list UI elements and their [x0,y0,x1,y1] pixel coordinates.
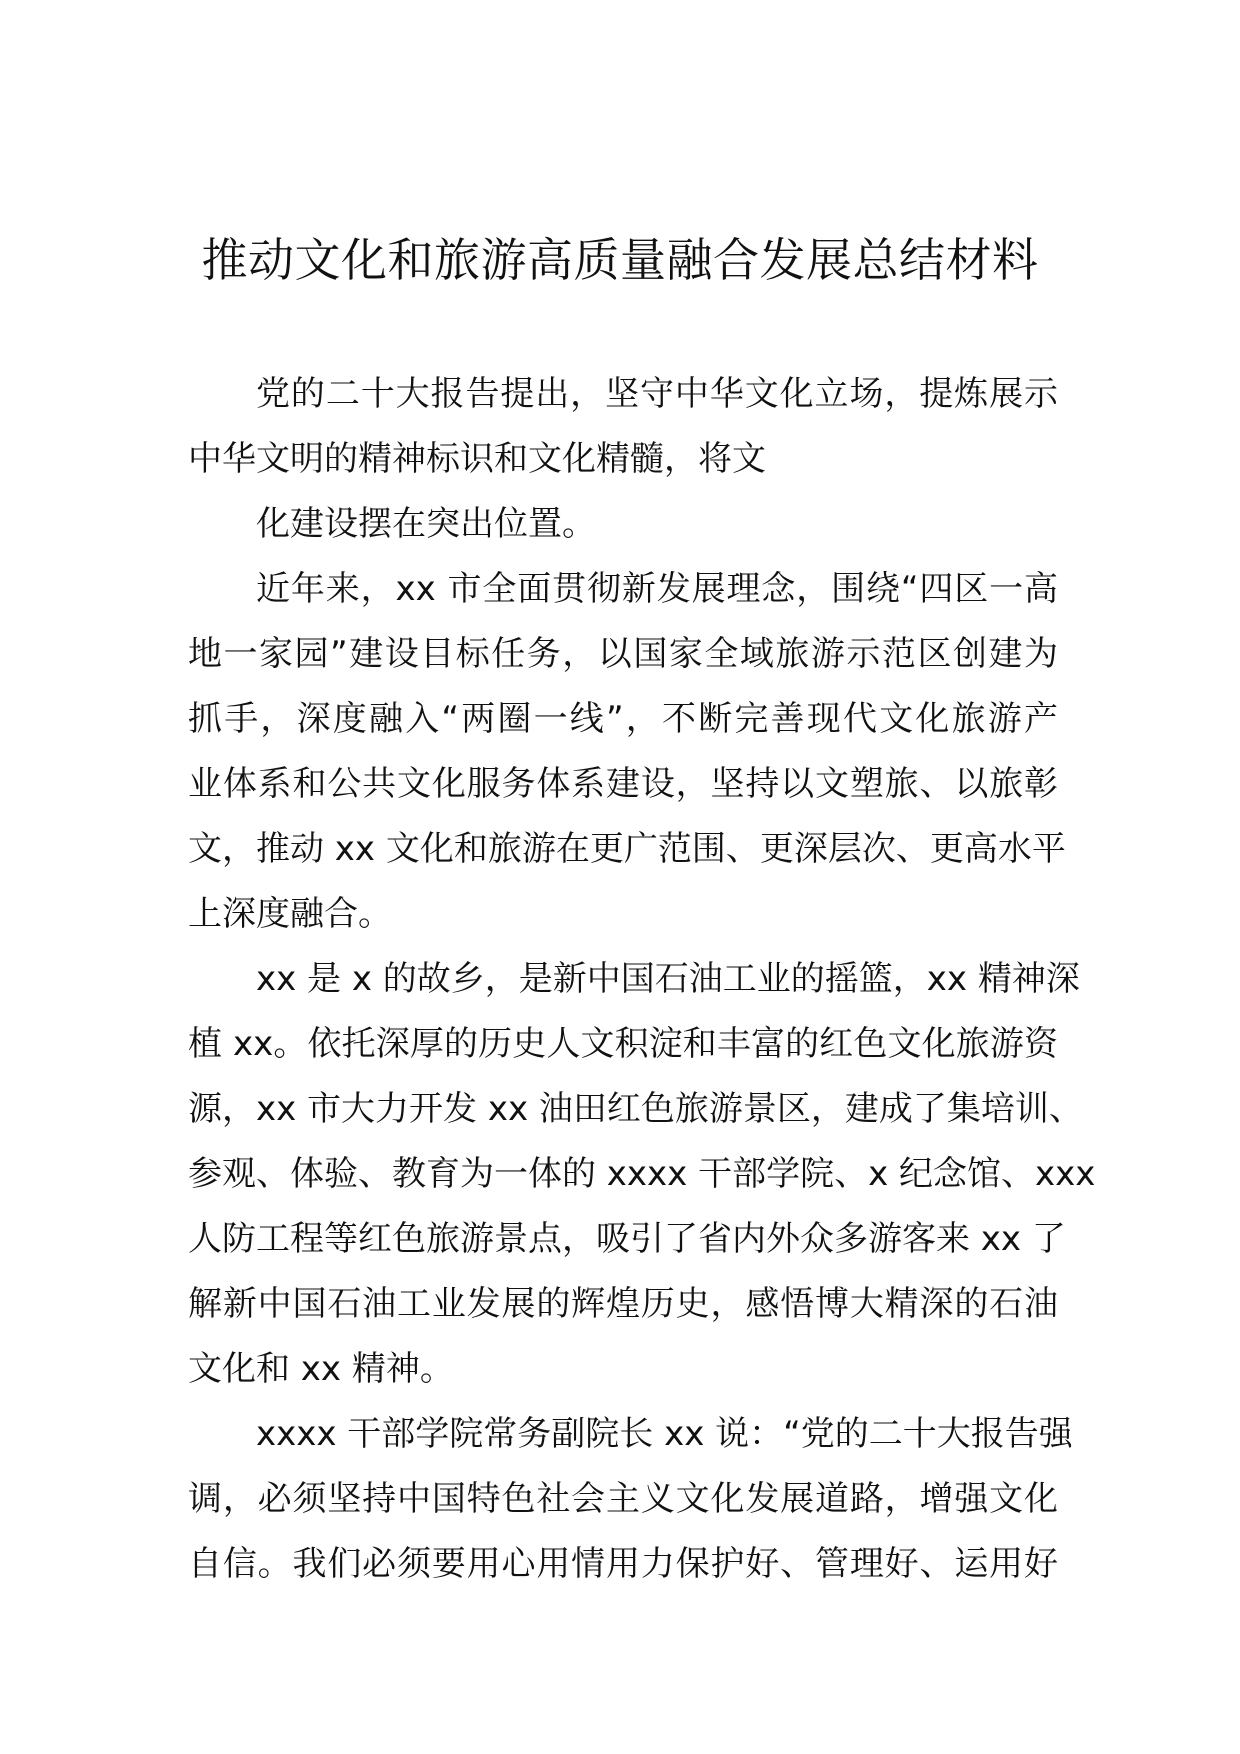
paragraph-4 [188,947,1096,1402]
paragraph-line: 植 xx。依托深厚的历史人文积淀和丰富的红色文化旅游资 [188,1024,1058,1064]
paragraph-line: 参观、体验、教育为一体的 xxxx 干部学院、x 纪念馆、xxx [188,1154,1096,1194]
paragraph-line: 文化和 xx 精神。 [188,1349,454,1389]
paragraph-5 [188,1402,1073,1597]
paragraph-2 [188,492,1058,557]
paragraph-line: 中华文明的精神标识和文化精髓，将文 [188,439,766,479]
paragraph-line: 近年来，xx 市全面贯彻新发展理念，围绕“四区一高 [256,569,1058,609]
paragraph-line: 地一家园”建设目标任务，以国家全域旅游示范区创建为 [188,634,1058,674]
paragraph-line: 上深度融合。 [188,894,392,934]
paragraph-line: 文，推动 xx 文化和旅游在更广范围、更深层次、更高水平 [188,829,1066,869]
paragraph-line: 党的二十大报告提出，坚守中华文化立场，提炼展示 [256,374,1058,414]
paragraph-1 [188,362,1058,492]
paragraph-line: 源，xx 市大力开发 xx 油田红色旅游景区，建成了集培训、 [188,1089,1083,1129]
paragraph-line: 调，必须坚持中国特色社会主义文化发展道路，增强文化 [188,1479,1058,1519]
paragraph-line: xxxx 干部学院常务副院长 xx 说：“党的二十大报告强 [256,1414,1073,1454]
paragraph-line: xx 是 x 的故乡，是新中国石油工业的摇篮，xx 精神深 [256,959,1080,999]
paragraph-line: 化建设摆在突出位置。 [256,504,596,544]
document-body [188,362,1096,1597]
paragraph-3 [188,557,1066,947]
paragraph-line: 自信。我们必须要用心用情用力保护好、管理好、运用好 [188,1544,1058,1584]
paragraph-line: 人防工程等红色旅游景点，吸引了省内外众多游客来 xx 了 [188,1219,1066,1259]
paragraph-line: 业体系和公共文化服务体系建设，坚持以文塑旅、以旅彰 [188,764,1058,804]
document-title: 推动文化和旅游高质量融合发展总结材料 [201,233,1039,287]
paragraph-line: 解新中国石油工业发展的辉煌历史，感悟博大精深的石油 [188,1284,1058,1324]
paragraph-line: 抓手，深度融入“两圈一线”，不断完善现代文化旅游产 [188,699,1058,739]
